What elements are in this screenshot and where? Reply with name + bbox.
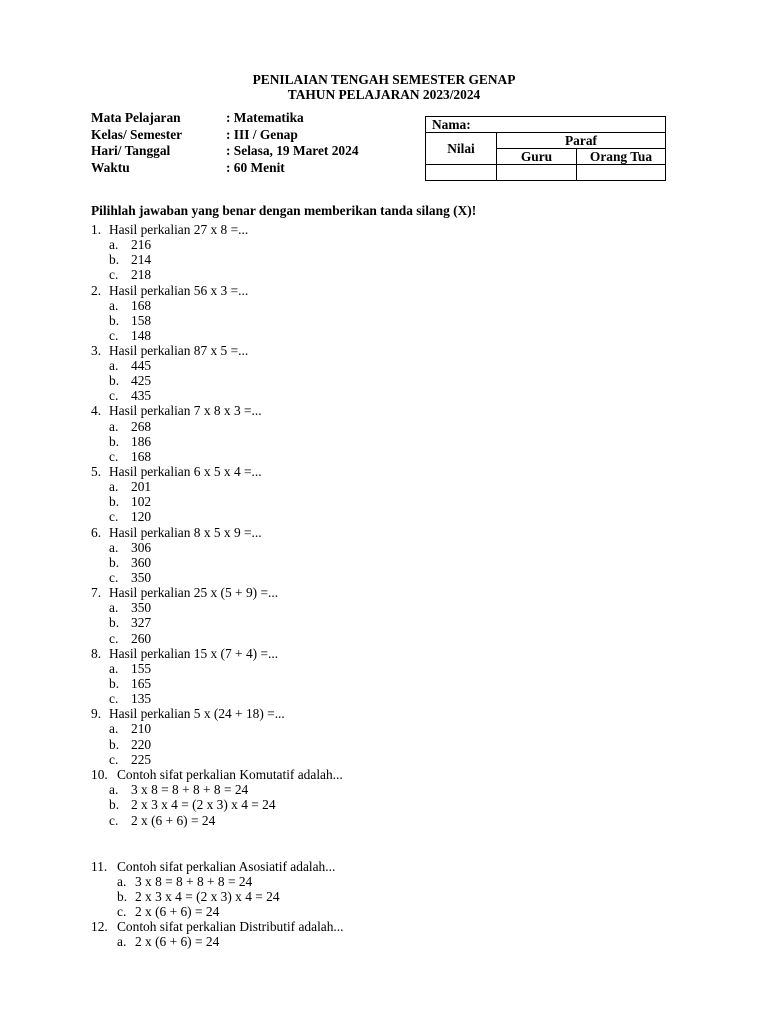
option-4a[interactable] (109, 419, 151, 434)
question-9 (91, 706, 285, 721)
option-10c[interactable] (109, 813, 215, 828)
option-letter: a. (109, 419, 119, 434)
info-row-date (91, 143, 359, 160)
score-header: Nilai (426, 133, 497, 165)
question-2 (91, 283, 248, 298)
option-letter: b. (109, 252, 120, 267)
option-text: 3 x 8 = 8 + 8 + 8 = 24 (135, 874, 253, 889)
option-3a[interactable] (109, 358, 151, 373)
parent-signature-cell[interactable] (577, 165, 666, 181)
option-letter: b. (109, 797, 120, 812)
option-text: 2 x 3 x 4 = (2 x 3) x 4 = 24 (135, 889, 280, 904)
info-row-subject (91, 110, 359, 127)
option-letter: a. (109, 600, 119, 615)
option-1c[interactable] (109, 267, 151, 282)
signature-header: Paraf (497, 133, 666, 149)
instruction: Pilihlah jawaban yang benar dengan memberikan tanda silang (X)! (91, 203, 477, 218)
option-11a[interactable] (117, 874, 252, 889)
option-8b[interactable] (109, 676, 151, 691)
option-text: 168 (131, 449, 152, 464)
score-table (425, 116, 666, 181)
option-letter: a. (109, 661, 119, 676)
question-text: Hasil perkalian 87 x 5 =... (109, 343, 249, 358)
option-text: 135 (131, 691, 152, 706)
option-letter: c. (109, 449, 119, 464)
option-letter: c. (109, 691, 119, 706)
question-text: Hasil perkalian 6 x 5 x 4 =... (109, 464, 262, 479)
question-12 (91, 919, 343, 934)
option-text: 186 (131, 434, 152, 449)
option-text: 268 (131, 419, 152, 434)
question-text: Hasil perkalian 8 x 5 x 9 =... (109, 525, 262, 540)
question-number: 3. (91, 343, 102, 358)
info-value: : III / Genap (226, 126, 298, 142)
option-text: 102 (131, 494, 152, 509)
teacher-signature-cell[interactable] (497, 165, 577, 181)
option-text: 327 (131, 615, 152, 630)
option-10a[interactable] (109, 782, 248, 797)
question-number: 8. (91, 646, 102, 661)
question-text: Contoh sifat perkalian Asosiatif adalah... (117, 859, 336, 874)
option-6a[interactable] (109, 540, 151, 555)
info-value: : 60 Menit (226, 160, 285, 176)
question-number: 2. (91, 283, 102, 298)
option-text: 158 (131, 313, 152, 328)
option-text: 120 (131, 509, 152, 524)
question-number: 12. (91, 919, 108, 934)
option-letter: b. (109, 615, 120, 630)
option-text: 210 (131, 721, 152, 736)
option-text: 2 x (6 + 6) = 24 (135, 934, 220, 949)
option-9b[interactable] (109, 737, 151, 752)
option-text: 2 x 3 x 4 = (2 x 3) x 4 = 24 (131, 797, 276, 812)
option-9a[interactable] (109, 721, 151, 736)
question-number: 9. (91, 706, 102, 721)
option-letter: b. (109, 373, 120, 388)
option-letter: a. (109, 782, 119, 797)
question-3 (91, 343, 248, 358)
info-label: Waktu (91, 160, 130, 176)
question-text: Hasil perkalian 5 x (24 + 18) =... (109, 706, 285, 721)
option-letter: a. (109, 237, 119, 252)
option-letter: b. (117, 889, 128, 904)
question-text: Contoh sifat perkalian Distributif adalah... (117, 919, 344, 934)
score-cell[interactable] (426, 165, 497, 181)
option-4b[interactable] (109, 434, 151, 449)
info-row-time (91, 160, 359, 177)
academic-year: TAHUN PELAJARAN 2023/2024 (287, 87, 481, 102)
teacher-header: Guru (497, 149, 577, 165)
option-5c[interactable] (109, 509, 151, 524)
question-8 (91, 646, 278, 661)
question-5 (91, 464, 262, 479)
option-text: 220 (131, 737, 152, 752)
option-letter: a. (109, 298, 119, 313)
option-4c[interactable] (109, 449, 151, 464)
option-1b[interactable] (109, 252, 151, 267)
option-9c[interactable] (109, 752, 151, 767)
option-10b[interactable] (109, 797, 276, 812)
option-text: 225 (131, 752, 152, 767)
question-number: 5. (91, 464, 102, 479)
option-letter: c. (109, 752, 119, 767)
option-text: 350 (131, 570, 152, 585)
question-6 (91, 525, 262, 540)
option-letter: c. (109, 813, 119, 828)
option-letter: c. (109, 267, 119, 282)
question-1 (91, 222, 248, 237)
option-letter: b. (109, 494, 120, 509)
option-2c[interactable] (109, 328, 151, 343)
question-11 (91, 859, 335, 874)
option-2b[interactable] (109, 313, 151, 328)
question-text: Hasil perkalian 56 x 3 =... (109, 283, 249, 298)
option-text: 2 x (6 + 6) = 24 (135, 904, 220, 919)
document-title: PENILAIAN TENGAH SEMESTER GENAP (252, 72, 516, 87)
option-text: 306 (131, 540, 152, 555)
option-letter: a. (109, 358, 119, 373)
parent-header: Orang Tua (577, 149, 666, 165)
option-8c[interactable] (109, 691, 151, 706)
option-11c[interactable] (117, 904, 219, 919)
option-text: 214 (131, 252, 152, 267)
option-11b[interactable] (117, 889, 280, 904)
question-text: Hasil perkalian 15 x (7 + 4) =... (109, 646, 279, 661)
option-2a[interactable] (109, 298, 151, 313)
option-3c[interactable] (109, 388, 151, 403)
option-7b[interactable] (109, 615, 151, 630)
question-4 (91, 403, 262, 418)
info-value: : Matematika (226, 110, 304, 125)
question-number: 6. (91, 525, 102, 540)
option-letter: a. (109, 479, 119, 494)
option-letter: a. (109, 721, 119, 736)
option-letter: a. (117, 874, 127, 889)
question-10 (91, 767, 343, 782)
exam-info (91, 110, 359, 177)
question-7 (91, 585, 278, 600)
option-letter: c. (109, 328, 119, 343)
option-letter: b. (109, 313, 120, 328)
option-5a[interactable] (109, 479, 151, 494)
option-text: 201 (131, 479, 152, 494)
info-value: : Selasa, 19 Maret 2024 (226, 143, 359, 159)
question-number: 10. (91, 767, 108, 782)
info-label: Hari/ Tanggal (91, 143, 171, 159)
info-row-class (91, 127, 359, 144)
option-text: 168 (131, 298, 152, 313)
option-letter: b. (109, 555, 120, 570)
option-5b[interactable] (109, 494, 151, 509)
option-letter: b. (109, 434, 120, 449)
option-letter: c. (109, 631, 119, 646)
option-text: 350 (131, 600, 152, 615)
info-label: Mata Pelajaran (91, 110, 181, 125)
question-text: Hasil perkalian 7 x 8 x 3 =... (109, 403, 262, 418)
option-letter: a. (109, 540, 119, 555)
option-text: 445 (131, 358, 152, 373)
option-text: 425 (131, 373, 152, 388)
question-number: 1. (91, 222, 102, 237)
question-number: 4. (91, 403, 102, 418)
option-8a[interactable] (109, 661, 151, 676)
option-1a[interactable] (109, 237, 151, 252)
question-text: Hasil perkalian 27 x 8 =... (109, 222, 249, 237)
option-letter: c. (117, 904, 127, 919)
option-text: 360 (131, 555, 152, 570)
question-text: Hasil perkalian 25 x (5 + 9) =... (109, 585, 279, 600)
option-7a[interactable] (109, 600, 151, 615)
option-text: 216 (131, 237, 152, 252)
option-7c[interactable] (109, 631, 151, 646)
info-label: Kelas/ Semester (91, 126, 183, 142)
option-3b[interactable] (109, 373, 151, 388)
option-letter: c. (109, 388, 119, 403)
option-letter: c. (109, 570, 119, 585)
option-6b[interactable] (109, 555, 151, 570)
option-6c[interactable] (109, 570, 151, 585)
question-number: 7. (91, 585, 102, 600)
option-text: 3 x 8 = 8 + 8 + 8 = 24 (131, 782, 249, 797)
option-letter: b. (109, 676, 120, 691)
option-text: 435 (131, 388, 152, 403)
option-text: 218 (131, 267, 152, 282)
option-text: 2 x (6 + 6) = 24 (131, 813, 216, 828)
option-letter: a. (117, 934, 127, 949)
option-text: 155 (131, 661, 152, 676)
option-text: 260 (131, 631, 152, 646)
option-letter: b. (109, 737, 120, 752)
option-text: 165 (131, 676, 152, 691)
option-12a[interactable] (117, 934, 219, 949)
question-text: Contoh sifat perkalian Komutatif adalah... (117, 767, 343, 782)
option-letter: c. (109, 509, 119, 524)
option-text: 148 (131, 328, 152, 343)
name-field[interactable]: Nama: (426, 117, 666, 133)
question-number: 11. (91, 859, 108, 874)
